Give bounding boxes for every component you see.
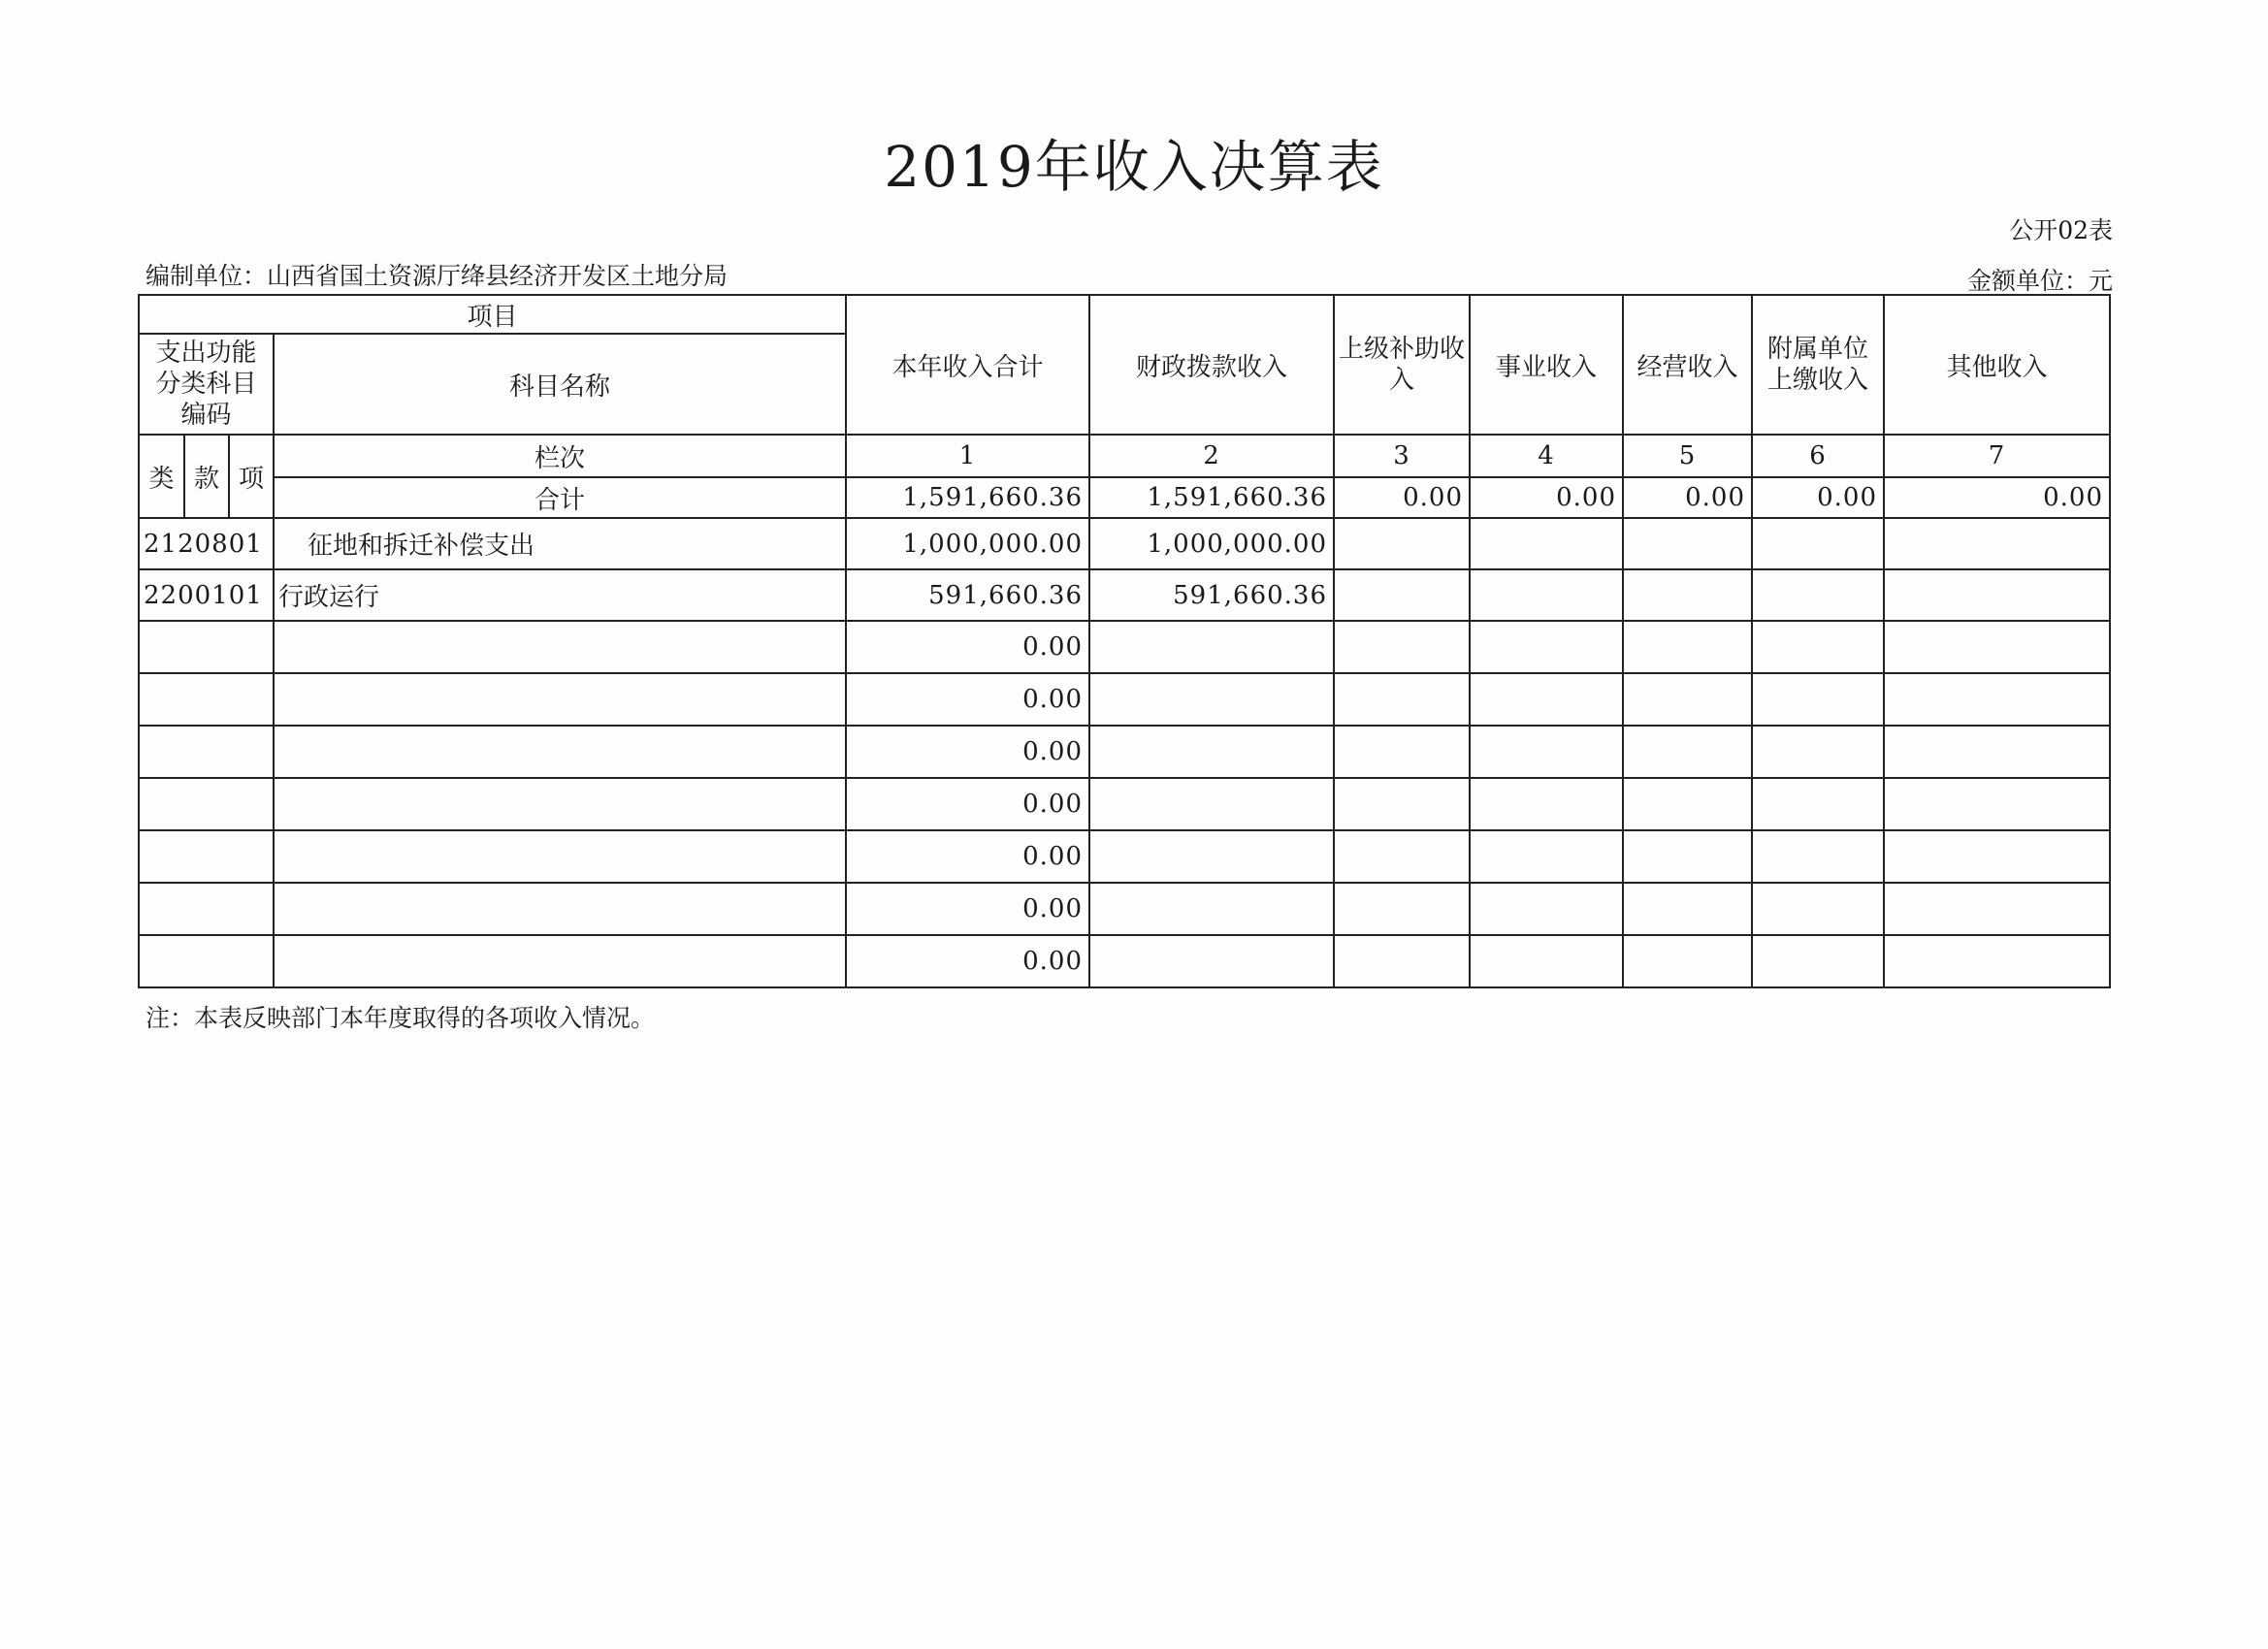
row-code <box>139 778 274 830</box>
header-col-5: 经营收入 <box>1623 295 1752 435</box>
row-other <box>1884 883 2110 935</box>
row-business <box>1470 726 1623 778</box>
row-name <box>274 621 846 673</box>
row-business <box>1470 778 1623 830</box>
row-other <box>1884 569 2110 621</box>
table-row <box>139 830 2110 883</box>
header-item: 项目 <box>139 295 846 334</box>
row-affiliate <box>1752 883 1884 935</box>
row-fiscal <box>1089 621 1334 673</box>
row-other <box>1884 726 2110 778</box>
col-num-2: 2 <box>1089 435 1334 477</box>
row-name: 征地和拆迁补偿支出 <box>274 518 846 569</box>
col-num-3: 3 <box>1334 435 1470 477</box>
total-row <box>139 477 2110 518</box>
row-name <box>274 883 846 935</box>
table-row <box>139 518 2110 569</box>
compiling-unit <box>146 257 728 292</box>
row-affiliate <box>1752 830 1884 883</box>
row-code <box>139 621 274 673</box>
row-superior <box>1334 518 1470 569</box>
table-row <box>139 569 2110 621</box>
row-business <box>1470 518 1623 569</box>
row-other <box>1884 621 2110 673</box>
row-operation <box>1623 830 1752 883</box>
row-superior <box>1334 621 1470 673</box>
row-code <box>139 726 274 778</box>
row-affiliate <box>1752 673 1884 726</box>
header-func-code: 支出功能分类科目编码 <box>139 334 274 435</box>
row-name: 行政运行 <box>274 569 846 621</box>
header-col-3: 上级补助收入 <box>1334 295 1470 435</box>
row-business <box>1470 935 1623 987</box>
total-value-4: 0.00 <box>1470 477 1623 518</box>
row-name <box>274 830 846 883</box>
header-lanci: 栏次 <box>274 435 846 477</box>
row-superior <box>1334 673 1470 726</box>
row-other <box>1884 830 2110 883</box>
row-other <box>1884 935 2110 987</box>
row-code <box>139 673 274 726</box>
row-fiscal <box>1089 935 1334 987</box>
row-name <box>274 726 846 778</box>
row-affiliate <box>1752 935 1884 987</box>
row-fiscal <box>1089 726 1334 778</box>
row-name <box>274 673 846 726</box>
row-affiliate <box>1752 518 1884 569</box>
unit-label: 编制单位： <box>146 262 268 290</box>
row-name <box>274 778 846 830</box>
table-row <box>139 778 2110 830</box>
row-operation <box>1623 778 1752 830</box>
table-row <box>139 935 2110 987</box>
header-subject-name: 科目名称 <box>274 334 846 435</box>
row-code <box>139 935 274 987</box>
row-business <box>1470 883 1623 935</box>
row-affiliate <box>1752 778 1884 830</box>
row-business <box>1470 830 1623 883</box>
table-row <box>139 673 2110 726</box>
total-value-1: 1,591,660.36 <box>846 477 1089 518</box>
row-fiscal <box>1089 883 1334 935</box>
header-col-1: 本年收入合计 <box>846 295 1089 435</box>
row-total: 0.00 <box>846 935 1089 987</box>
row-code <box>139 830 274 883</box>
row-fiscal: 591,660.36 <box>1089 569 1334 621</box>
header-lei: 类 <box>139 435 184 518</box>
row-operation <box>1623 726 1752 778</box>
row-superior <box>1334 830 1470 883</box>
form-number: 公开02表 <box>2009 216 2113 244</box>
unit-name: 山西省国土资源厅绛县经济开发区土地分局 <box>267 262 729 290</box>
total-value-5: 0.00 <box>1623 477 1752 518</box>
row-total: 0.00 <box>846 883 1089 935</box>
row-operation <box>1623 569 1752 621</box>
row-superior <box>1334 726 1470 778</box>
row-operation <box>1623 883 1752 935</box>
row-operation <box>1623 621 1752 673</box>
row-superior <box>1334 569 1470 621</box>
col-num-4: 4 <box>1470 435 1623 477</box>
table-row <box>139 883 2110 935</box>
page-title: 2019年收入决算表 <box>884 134 1384 200</box>
row-total: 0.00 <box>846 673 1089 726</box>
row-business <box>1470 621 1623 673</box>
row-fiscal: 1,000,000.00 <box>1089 518 1334 569</box>
row-total: 1,000,000.00 <box>846 518 1089 569</box>
row-superior <box>1334 778 1470 830</box>
row-name <box>274 935 846 987</box>
row-total: 0.00 <box>846 830 1089 883</box>
footnote: 注：本表反映部门本年度取得的各项收入情况。 <box>146 1004 656 1032</box>
income-table <box>138 294 2111 988</box>
header-kuan: 款 <box>184 435 229 518</box>
col-num-5: 5 <box>1623 435 1752 477</box>
row-affiliate <box>1752 726 1884 778</box>
row-affiliate <box>1752 569 1884 621</box>
header-col-7: 其他收入 <box>1884 295 2110 435</box>
header-col-6: 附属单位上缴收入 <box>1752 295 1884 435</box>
row-other <box>1884 518 2110 569</box>
row-code: 2200101 <box>139 569 274 621</box>
row-business <box>1470 673 1623 726</box>
total-value-7: 0.00 <box>1884 477 2110 518</box>
row-other <box>1884 778 2110 830</box>
row-code <box>139 883 274 935</box>
total-value-6: 0.00 <box>1752 477 1884 518</box>
col-num-1: 1 <box>846 435 1089 477</box>
row-operation <box>1623 673 1752 726</box>
col-num-6: 6 <box>1752 435 1884 477</box>
row-fiscal <box>1089 830 1334 883</box>
total-value-2: 1,591,660.36 <box>1089 477 1334 518</box>
currency-unit: 金额单位：元 <box>1966 267 2113 295</box>
row-other <box>1884 673 2110 726</box>
total-label: 合计 <box>274 477 846 518</box>
row-superior <box>1334 883 1470 935</box>
row-total: 0.00 <box>846 621 1089 673</box>
table-row <box>139 621 2110 673</box>
row-fiscal <box>1089 673 1334 726</box>
row-business <box>1470 569 1623 621</box>
row-fiscal <box>1089 778 1334 830</box>
header-col-2: 财政拨款收入 <box>1089 295 1334 435</box>
row-superior <box>1334 935 1470 987</box>
row-code: 2120801 <box>139 518 274 569</box>
row-total: 0.00 <box>846 778 1089 830</box>
header-col-4: 事业收入 <box>1470 295 1623 435</box>
row-total: 591,660.36 <box>846 569 1089 621</box>
row-total: 0.00 <box>846 726 1089 778</box>
header-xiang: 项 <box>229 435 274 518</box>
row-operation <box>1623 518 1752 569</box>
table-row <box>139 726 2110 778</box>
row-affiliate <box>1752 621 1884 673</box>
col-num-7: 7 <box>1884 435 2110 477</box>
row-operation <box>1623 935 1752 987</box>
total-value-3: 0.00 <box>1334 477 1470 518</box>
